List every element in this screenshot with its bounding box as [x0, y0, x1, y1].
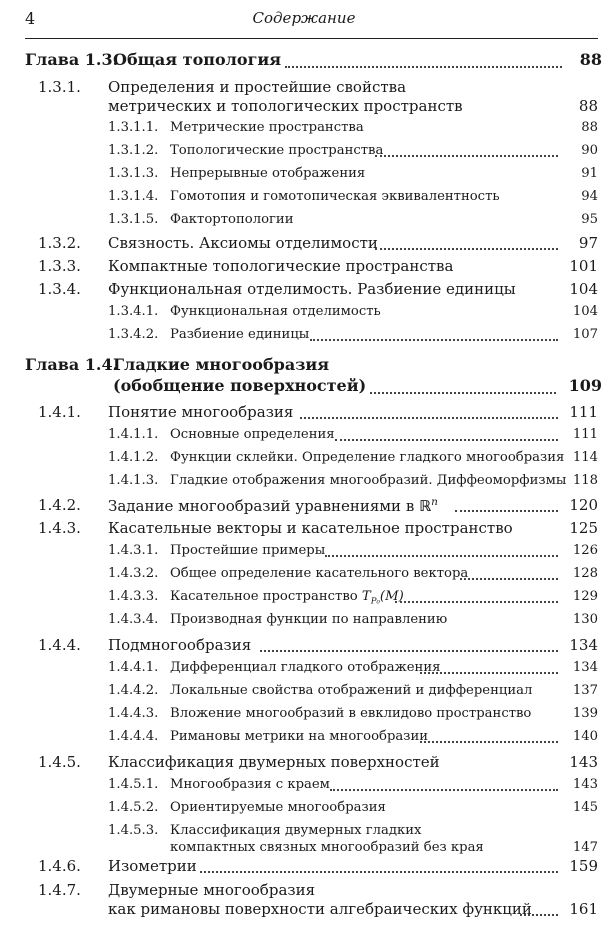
toc-entry-subsection[interactable] [0, 166, 608, 186]
dot-leader [335, 439, 558, 441]
toc-entry-page: 126 [572, 543, 598, 558]
toc-entry-title: Ориентируемые многообразия [170, 800, 386, 815]
toc-entry-number: 1.4.3.1. [108, 543, 159, 558]
toc-entry-page: 111 [572, 427, 598, 442]
toc-entry-number: 1.4.4.4. [108, 729, 159, 744]
toc-entry-title: Функции склейки. Определение гладкого многообразия [170, 450, 565, 465]
toc-entry-number: 1.3.4.1. [108, 304, 159, 319]
toc-entry-number: 1.4.1.1. [108, 427, 159, 442]
toc-entry-subsection[interactable] [0, 706, 608, 726]
toc-entry-section[interactable] [0, 753, 608, 775]
toc-entry-page: 109 [568, 376, 602, 395]
dot-leader [310, 339, 558, 341]
dot-leader [460, 578, 558, 580]
dot-leader [420, 672, 558, 674]
toc-entry-title-line2: метрических и топологических пространств [108, 97, 463, 115]
toc-entry-number: 1.4.2. [38, 496, 81, 514]
toc-entry-page: 120 [569, 496, 598, 514]
toc-entry-page: 114 [572, 450, 598, 465]
dot-leader [300, 417, 558, 419]
toc-entry-page: 159 [569, 857, 598, 875]
toc-entry-subsection[interactable] [0, 566, 608, 586]
toc-entry-number: 1.4.4.3. [108, 706, 159, 721]
toc-entry-number: 1.3.1.4. [108, 189, 159, 204]
toc-entry-title: Многообразия с краем [170, 777, 330, 792]
toc-entry-number: 1.3.1.3. [108, 166, 159, 181]
toc-entry-number: 1.4.4.2. [108, 683, 159, 698]
toc-entry-number: 1.3.1.1. [108, 120, 159, 135]
toc-entry-page: 107 [572, 327, 598, 342]
toc-entry-subsection[interactable] [0, 823, 608, 861]
toc-entry-page: 137 [572, 683, 598, 698]
toc-entry-number: 1.4.1. [38, 403, 81, 421]
toc-entry-page: 161 [569, 900, 598, 918]
toc-entry-page: 128 [572, 566, 598, 581]
toc-entry-title: Функциональная отделимость. Разбиение единицы [108, 280, 516, 298]
page-header [0, 0, 608, 40]
toc-entry-number: 1.4.5.3. [108, 823, 159, 838]
toc-entry-page: 125 [569, 519, 598, 537]
toc-entry-page: 134 [569, 636, 598, 654]
toc-entry-subsection[interactable] [0, 189, 608, 209]
toc-entry-title: Касательные векторы и касательное пространство [108, 519, 513, 537]
toc-entry-page: 88 [581, 120, 598, 135]
toc-entry-number: 1.3.3. [38, 257, 81, 275]
toc-entry-number: 1.3.1. [38, 78, 81, 96]
toc-entry-number: 1.4.1.3. [108, 473, 159, 488]
toc-entry-subsection[interactable] [0, 589, 608, 609]
toc-entry-subsection[interactable] [0, 612, 608, 632]
toc-entry-number: 1.3.1.2. [108, 143, 159, 158]
toc-entry-number: 1.3.4. [38, 280, 81, 298]
toc-entry-page: 143 [569, 753, 598, 771]
toc-entry-page: 147 [572, 840, 598, 855]
toc-entry-title: Гладкие многообразия [113, 355, 330, 374]
toc-entry-number: 1.4.6. [38, 857, 81, 875]
dot-leader [325, 555, 558, 557]
toc-entry-title: Общее определение касательного вектора [170, 566, 469, 581]
toc-entry-page: 143 [572, 777, 598, 792]
toc-entry-title: Локальные свойства отображений и дифференциал [170, 683, 533, 698]
toc-entry-page: 95 [581, 212, 598, 227]
toc-entry-title: Простейшие примеры [170, 543, 326, 558]
math-real-numbers: ℝ [419, 497, 432, 515]
toc-entry-title: Метрические пространства [170, 120, 364, 135]
math-exponent-n: n [431, 496, 438, 508]
toc-entry-page: 118 [572, 473, 598, 488]
toc-entry-section[interactable] [0, 403, 608, 425]
toc-entry-subsection[interactable] [0, 683, 608, 703]
toc-entry-subsection[interactable] [0, 660, 608, 680]
toc-entry-title: Дифференциал гладкого отображения [170, 660, 441, 675]
math-tangent-space: $T_{P_0}(M)$ [361, 589, 404, 607]
toc-entry-number: 1.4.3.2. [108, 566, 159, 581]
dot-leader [420, 741, 558, 743]
toc-entry-title: Функциональная отделимость [170, 304, 381, 319]
toc-entry-page: 104 [569, 280, 598, 298]
toc-entry-subsection[interactable] [0, 450, 608, 470]
toc-entry-section[interactable] [0, 857, 608, 879]
toc-entry-page: 90 [581, 143, 598, 158]
toc-entry-page: 88 [579, 50, 602, 69]
toc-entry-title: Производная функции по направлению [170, 612, 448, 627]
toc-entry-title: Компактные топологические пространства [108, 257, 454, 275]
dot-leader [260, 650, 558, 652]
toc-entry-title: Топологические пространства [170, 143, 384, 158]
toc-entry-title: Римановы метрики на многообразии [170, 729, 429, 744]
toc-entry-subsection[interactable] [0, 143, 608, 163]
toc-entry-chapter[interactable] [0, 355, 608, 399]
dot-leader [455, 510, 558, 512]
dot-leader [330, 789, 558, 791]
toc-entry-title: Подмногообразия [108, 636, 252, 654]
toc-entry-number: 1.4.3.4. [108, 612, 159, 627]
toc-entry-title: Классификация двумерных поверхностей [108, 753, 440, 771]
toc-entry-page: 134 [572, 660, 598, 675]
toc-entry-number: 1.4.7. [38, 881, 81, 899]
toc-entry-section[interactable] [0, 234, 608, 256]
toc-entry-title: Фактортопологии [170, 212, 294, 227]
toc-entry-subsection[interactable] [0, 427, 608, 447]
toc-entry-title: Основные определения [170, 427, 335, 442]
toc-entry-title: Двумерные многообразия [108, 881, 316, 899]
toc-entry-section[interactable] [0, 519, 608, 541]
toc-entry-number: 1.4.3.3. [108, 589, 159, 604]
toc-entry-title: Непрерывные отображения [170, 166, 366, 181]
toc-entry-subsection[interactable] [0, 327, 608, 347]
toc-entry-title-line2: как римановы поверхности алгебраических функций [108, 900, 532, 918]
toc-entry-title: Общая топология [113, 50, 282, 69]
toc-entry-subsection[interactable] [0, 777, 608, 797]
toc-entry-number: 1.3.1.5. [108, 212, 159, 227]
toc-entry-subsection[interactable] [0, 729, 608, 749]
toc-entry-number: 1.4.5. [38, 753, 81, 771]
toc-entry-page: 129 [572, 589, 598, 604]
dot-leader [200, 871, 558, 873]
toc-entry-page: 91 [581, 166, 598, 181]
toc-entry-page: 101 [569, 257, 598, 275]
toc-entry-number: 1.4.3. [38, 519, 81, 537]
toc-entry-section[interactable] [0, 257, 608, 279]
toc-entry-subsection[interactable] [0, 800, 608, 820]
toc-entry-number: Глава 1.4. [25, 355, 119, 374]
toc-entry-page: 145 [572, 800, 598, 815]
toc-entry-subsection[interactable] [0, 304, 608, 324]
toc-entry-section[interactable] [0, 496, 608, 518]
toc-entry-page: 94 [581, 189, 598, 204]
toc-entry-number: 1.4.4.1. [108, 660, 159, 675]
toc-entry-section[interactable] [0, 636, 608, 658]
toc-entry-section[interactable] [0, 881, 608, 923]
toc-entry-number: 1.4.5.1. [108, 777, 159, 792]
toc-entry-title-line2: (обобщение поверхностей) [113, 376, 367, 395]
dot-leader [285, 66, 562, 68]
toc-entry-title: Классификация двумерных гладких [170, 823, 422, 838]
dot-leader [520, 914, 558, 916]
dot-leader [370, 392, 556, 394]
toc-entry-title: Разбиение единицы [170, 327, 310, 342]
toc-entry-title: Связность. Аксиомы отделимости [108, 234, 378, 252]
toc-entry-page: 140 [572, 729, 598, 744]
toc-entry-title: Гладкие отображения многообразий. Диффеоморфизмы [170, 473, 567, 488]
toc-entry-subsection[interactable] [0, 212, 608, 232]
dot-leader [375, 155, 558, 157]
toc-entry-number: 1.4.5.2. [108, 800, 159, 815]
running-title: Содержание [252, 9, 356, 27]
page-number: 4 [25, 9, 36, 28]
toc-entry-section[interactable] [0, 280, 608, 302]
toc-entry-title: Изометрии [108, 857, 197, 875]
toc-entry-number: 1.4.4. [38, 636, 81, 654]
toc-entry-title: Понятие многообразия [108, 403, 294, 421]
dot-leader [375, 248, 558, 250]
toc-entry-title: Определения и простейшие свойства [108, 78, 407, 96]
toc-entry-page: 111 [569, 403, 598, 421]
toc-entry-page: 104 [572, 304, 598, 319]
toc-entry-page: 88 [578, 97, 598, 115]
toc-entry-page: 130 [572, 612, 598, 627]
toc-entry-subsection[interactable] [0, 473, 608, 493]
toc-entry-title: Гомотопия и гомотопическая эквивалентность [170, 189, 500, 204]
toc-entry-subsection[interactable] [0, 120, 608, 140]
toc-entry-subsection[interactable] [0, 543, 608, 563]
toc-entry-title: Касательное пространство [170, 589, 358, 604]
toc-entry-chapter[interactable]: Глава 1.3.Общая топология 88 [25, 50, 602, 69]
toc-entry-number: 1.4.1.2. [108, 450, 159, 465]
header-rule [25, 38, 598, 39]
toc-entry-page: 97 [578, 234, 598, 252]
toc-entry-number: 1.3.4.2. [108, 327, 159, 342]
toc-entry-section[interactable] [0, 78, 608, 118]
toc-entry-title-line2: компактных связных многообразий без края [170, 840, 484, 855]
toc-entry-page: 139 [572, 706, 598, 721]
toc-entry-title: Вложение многообразий в евклидово пространство [170, 706, 532, 721]
toc-entry-number: 1.3.2. [38, 234, 81, 252]
toc-entry-title: Задание многообразий уравнениями в [108, 497, 415, 515]
dot-leader [395, 601, 558, 603]
